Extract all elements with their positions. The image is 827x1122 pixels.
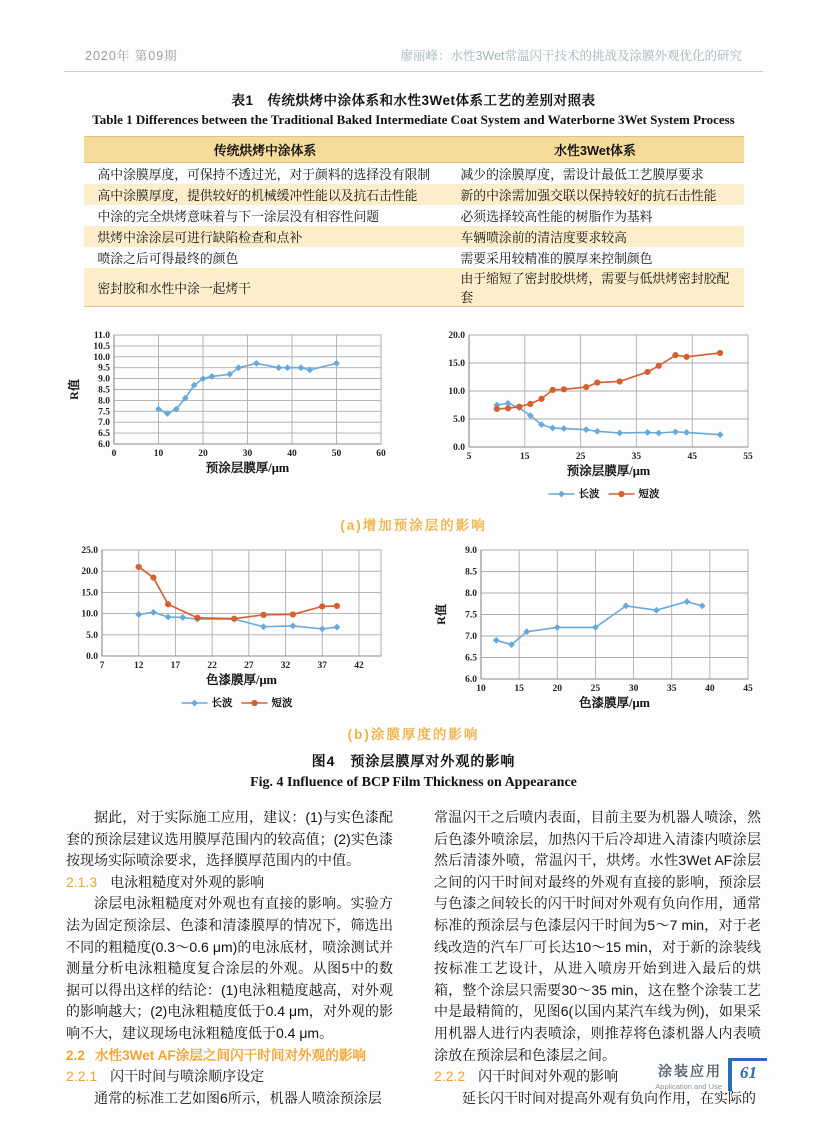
- svg-text:15: 15: [514, 684, 524, 694]
- svg-text:9.0: 9.0: [465, 546, 477, 556]
- svg-text:8.5: 8.5: [98, 385, 110, 396]
- svg-text:10.0: 10.0: [448, 387, 465, 397]
- svg-text:20.0: 20.0: [448, 331, 465, 341]
- chart-basecoat-r-value: [433, 542, 761, 719]
- section-heading: [66, 1066, 393, 1088]
- figure-caption-en: Fig. 4 Influence of BCP Film Thickness on Appearance: [250, 775, 577, 790]
- svg-text:35: 35: [666, 684, 677, 694]
- svg-text:色漆膜厚/μm: 色漆膜厚/μm: [206, 673, 277, 687]
- svg-text:9.0: 9.0: [98, 374, 110, 385]
- left-column: [66, 807, 393, 1109]
- comparison-table: [84, 136, 744, 307]
- section-title: 水性3Wet AF涂层之间闪干时间对外观的影响: [94, 1047, 367, 1063]
- table-cell: 车辆喷涂前的清洁度要求较高: [447, 226, 744, 247]
- section-title: 闪干时间与喷涂顺序设定: [110, 1068, 265, 1085]
- paragraph: 通常的标准工艺如图6所示，机器人喷涂预涂层: [94, 1089, 382, 1106]
- section-number: 2.2: [66, 1047, 85, 1063]
- table-header-traditional: 传统烘烤中涂体系: [84, 137, 447, 163]
- svg-text:9.5: 9.5: [98, 363, 110, 374]
- table-row: [84, 205, 744, 226]
- svg-text:0.0: 0.0: [86, 652, 98, 662]
- table-row: [84, 268, 744, 307]
- table-cell: 密封胶和水性中涂一起烤干: [84, 268, 447, 307]
- svg-text:8.0: 8.0: [465, 589, 477, 599]
- figure-caption-a: (a)增加预涂层的影响: [340, 518, 487, 533]
- svg-text:45: 45: [687, 452, 697, 462]
- svg-text:17: 17: [170, 661, 181, 671]
- svg-text:7.0: 7.0: [465, 632, 477, 642]
- svg-text:10.5: 10.5: [93, 341, 110, 352]
- svg-text:0: 0: [111, 449, 117, 459]
- svg-text:长波: 长波: [578, 489, 600, 500]
- charts-row-b: [62, 542, 765, 719]
- table-row: [84, 226, 744, 247]
- svg-text:短波: 短波: [638, 489, 660, 500]
- svg-text:7.0: 7.0: [98, 418, 110, 429]
- page-footer: [655, 1058, 767, 1091]
- svg-text:30: 30: [242, 449, 253, 459]
- svg-text:42: 42: [354, 661, 364, 671]
- svg-text:色漆膜厚/μm: 色漆膜厚/μm: [579, 696, 650, 710]
- running-title: 廖丽峰：水性3Wet常温闪干技术的挑战及涂膜外观优化的研究: [400, 49, 742, 63]
- table-header-waterborne: 水性3Wet体系: [447, 137, 744, 163]
- figure-4: [62, 327, 765, 791]
- svg-text:6.5: 6.5: [98, 429, 110, 440]
- svg-text:25: 25: [590, 684, 601, 694]
- svg-text:15.0: 15.0: [81, 588, 98, 599]
- svg-text:20: 20: [552, 684, 563, 694]
- section-heading: [66, 1045, 393, 1067]
- svg-text:32: 32: [280, 661, 291, 671]
- page-number: 61: [728, 1058, 767, 1091]
- svg-text:25.0: 25.0: [81, 546, 98, 556]
- svg-text:6.5: 6.5: [465, 653, 477, 664]
- table-cell: 新的中涂需加强交联以保持较好的抗石击性能: [447, 184, 744, 205]
- table-cell: 喷涂之后可得最终的颜色: [97, 251, 239, 266]
- table-cell: 由于缩短了密封胶烘烤，需要与低烘烤密封胶配套: [447, 268, 744, 307]
- charts-row-a: [62, 327, 765, 510]
- svg-text:11.0: 11.0: [93, 331, 110, 341]
- table-header-row: [84, 137, 744, 163]
- paragraph: 据此，对于实际施工应用，建议：(1)与实色漆配套的预涂层建议选用膜厚范围内的较高值；(2)实色漆按现场实际喷涂要求，选择膜厚范围内的中值。: [66, 809, 393, 869]
- table-cell: 需要采用较精准的膜厚来控制颜色: [460, 251, 653, 266]
- footer-section-zh: 涂装应用: [658, 1063, 722, 1079]
- chart-svg: [66, 542, 394, 714]
- section-title: 闪干时间对外观的影响: [478, 1068, 619, 1085]
- page-header: [64, 46, 763, 72]
- paragraph: 延长闪干时间对提高外观有负向作用，在实际的: [462, 1089, 756, 1106]
- svg-text:R值: R值: [67, 379, 81, 400]
- section-title: 电泳粗糙度对外观的影响: [110, 873, 265, 890]
- table-cell: 高中涂膜厚度，可保持不透过光，对于颜料的选择没有限制: [97, 167, 431, 182]
- svg-text:45: 45: [743, 684, 753, 694]
- svg-text:40: 40: [287, 449, 297, 459]
- svg-text:8.5: 8.5: [465, 567, 477, 578]
- table-row: [84, 163, 744, 185]
- svg-text:5.0: 5.0: [86, 630, 98, 641]
- table-row: [84, 247, 744, 268]
- svg-text:6.0: 6.0: [465, 675, 477, 685]
- svg-text:短波: 短波: [271, 698, 293, 709]
- table-cell: 高中涂膜厚度，提供较好的机械缓冲性能以及抗石击性能: [84, 184, 447, 205]
- svg-text:15: 15: [520, 452, 530, 462]
- svg-text:6.0: 6.0: [98, 440, 110, 450]
- svg-text:10.0: 10.0: [81, 609, 98, 620]
- svg-text:22: 22: [207, 661, 217, 671]
- svg-text:25: 25: [575, 452, 586, 462]
- svg-text:7: 7: [99, 661, 105, 671]
- table-cell: 中涂的完全烘烤意味着与下一涂层没有相容性问题: [97, 209, 380, 224]
- svg-text:长波: 长波: [211, 698, 233, 709]
- svg-text:12: 12: [133, 661, 144, 671]
- svg-text:预涂层膜厚/μm: 预涂层膜厚/μm: [205, 461, 290, 475]
- table-caption-en: Table 1 Differences between the Traditional Baked Intermediate Coat System and Waterborne 3Wet System Process: [92, 112, 735, 127]
- chart-svg: [433, 542, 761, 714]
- chart-svg: [433, 327, 761, 505]
- svg-text:20: 20: [198, 449, 208, 459]
- svg-text:预涂层膜厚/μm: 预涂层膜厚/μm: [566, 464, 651, 478]
- paragraph: 常温闪干之后喷内表面，目前主要为机器人喷涂，然后色漆外喷涂层，加热闪干后冷却进入清漆内喷涂层然后清漆外喷，常温闪干，烘烤。水性3Wet AF涂层之间的闪干时间对最终的外观有直接的影响，预涂层与色漆之间较长的闪干时间对外观有负向作用，通常标准的预涂层与色漆层闪干时间为5～7 min，对于老线改造的汽车厂可长达10～15 min，对于新的涂装线按标准工艺设计，从进入喷房开始到进入最后的烘箱，整个涂层只需要30～35 min，这在整个涂装工艺中是最精简的，见图6(以国内某汽车线为例)，如果采用机器人进行内表喷涂，则推荐将色漆机器人内表喷涂放在预涂层和色漆层之间。: [434, 809, 761, 1063]
- section-heading: [66, 872, 393, 894]
- svg-text:27: 27: [244, 661, 254, 671]
- svg-text:10: 10: [476, 684, 486, 694]
- svg-text:R值: R值: [434, 604, 448, 625]
- svg-text:15.0: 15.0: [448, 359, 465, 369]
- svg-text:50: 50: [331, 449, 342, 459]
- section-number: 2.1.3: [66, 873, 98, 890]
- svg-text:55: 55: [743, 452, 753, 462]
- svg-text:20.0: 20.0: [81, 567, 98, 578]
- chart-svg: [66, 327, 394, 479]
- chart-precoat-longwave-shortwave: [433, 327, 761, 510]
- svg-text:5: 5: [466, 452, 472, 462]
- table-cell: 减少的涂膜厚度，需设计最低工艺膜厚要求: [460, 167, 704, 182]
- footer-section-en: Application and Use: [655, 1082, 722, 1091]
- svg-text:60: 60: [376, 449, 386, 459]
- chart-precoat-r-value: [66, 327, 394, 484]
- svg-text:35: 35: [631, 452, 642, 462]
- section-number: 2.2.2: [434, 1068, 466, 1085]
- svg-text:37: 37: [317, 661, 328, 671]
- section-number: 2.2.1: [66, 1068, 98, 1085]
- svg-text:40: 40: [705, 684, 715, 694]
- svg-text:7.5: 7.5: [98, 407, 110, 418]
- svg-text:10: 10: [153, 449, 164, 459]
- svg-text:8.0: 8.0: [98, 396, 110, 407]
- chart-basecoat-longwave-shortwave: [66, 542, 394, 719]
- comparison-table-body: [84, 163, 744, 307]
- issue-label: 2020年 第09期: [85, 49, 178, 63]
- table-cell: 烘烤中涂涂层可进行缺陷检查和点补: [84, 226, 447, 247]
- svg-text:30: 30: [628, 684, 639, 694]
- svg-text:7.5: 7.5: [465, 610, 477, 621]
- svg-text:10.0: 10.0: [93, 352, 110, 363]
- table-caption-zh: 表1 传统烘烤中涂体系和水性3Wet体系工艺的差别对照表: [231, 93, 596, 108]
- footer-section: [655, 1058, 722, 1091]
- table-cell: 必须选择较高性能的树脂作为基料: [460, 209, 653, 224]
- svg-text:5.0: 5.0: [453, 415, 465, 425]
- paragraph: 涂层电泳粗糙度对外观也有直接的影响。实验方法为固定预涂层、色漆和清漆膜厚的情况下，筛选出不同的粗糙度(0.3～0.6 μm)的电泳底材，喷涂测试并测量分析电泳粗糙度复合涂层的外观。从图5中的数据可以得出这样的结论：(1)电泳粗糙度越高，对外观的影响越大；(2)电泳粗糙度低于0.4 μm，对外观的影响不大，建议现场电泳粗糙度低于0.4 μm。: [66, 895, 393, 1041]
- figure-caption-b: (b)涂膜厚度的影响: [347, 727, 480, 742]
- table-row: [84, 184, 744, 205]
- svg-text:0.0: 0.0: [453, 443, 465, 453]
- figure-caption-zh: 图4 预涂层膜厚对外观的影响: [311, 753, 516, 769]
